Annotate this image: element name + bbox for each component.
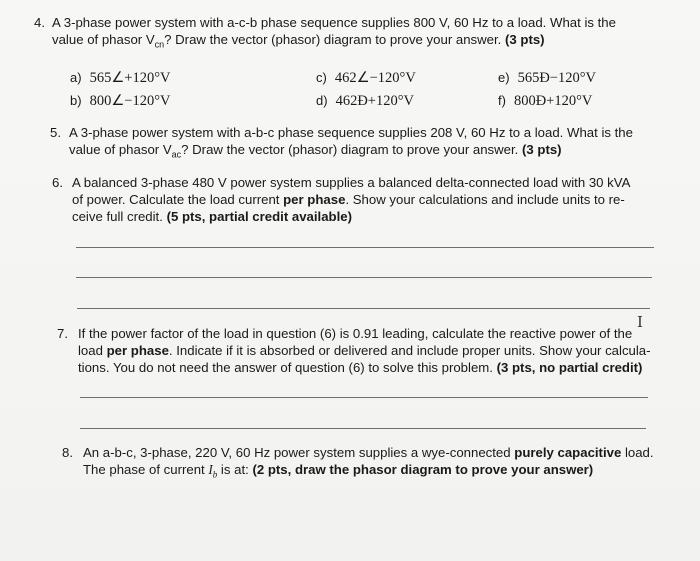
option-value: 565∠+120°V bbox=[89, 70, 171, 86]
option-e[interactable]: e) 565Ð−120°V bbox=[498, 70, 596, 86]
question-number: 8. bbox=[62, 445, 73, 460]
answer-line[interactable] bbox=[76, 247, 654, 248]
answer-line[interactable] bbox=[80, 397, 648, 398]
question-number: 4. bbox=[34, 15, 45, 30]
question-text-line: The phase of current $I_b$ is at: (2 pts, draw the phasor diagram to prove your answer) bbox=[83, 462, 594, 480]
question-text-line: If the power factor of the load in question (6) is 0.91 leading, calculate the reactive power of the bbox=[78, 326, 633, 341]
question-number: 6. bbox=[52, 175, 63, 190]
question-number: 7. bbox=[57, 326, 68, 341]
question-text-line: value of phasor $V_{ac}$? Draw the vector (phasor) diagram to prove your answer. (3 pts) bbox=[69, 142, 562, 160]
text-cursor-icon: I bbox=[637, 313, 643, 331]
option-f[interactable]: f) 800Ð+120°V bbox=[498, 93, 593, 109]
question-text-line: An a-b-c, 3-phase, 220 V, 60 Hz power system supplies a wye-connected purely capacitive load. bbox=[83, 445, 654, 460]
question-text-line: A balanced 3-phase 480 V power system supplies a balanced delta-connected load with 30 kVA bbox=[72, 175, 631, 190]
option-d[interactable]: d) 462Ð+120°V bbox=[316, 93, 414, 109]
option-value: 800Ð+120°V bbox=[513, 93, 593, 109]
question-text-line: load per phase. Indicate if it is absorbed or delivered and include proper units. Show your calcula- bbox=[78, 343, 651, 358]
question-text-line: of power. Calculate the load current per phase. Show your calculations and include units to re- bbox=[72, 192, 625, 207]
option-value: 462∠−120°V bbox=[334, 70, 416, 86]
question-text-line: A 3-phase power system with a-c-b phase sequence supplies 800 V, 60 Hz to a load. What is the bbox=[52, 15, 616, 30]
question-text-line: ceive full credit. (5 pts, partial credit available) bbox=[72, 209, 352, 224]
option-value: 800∠−120°V bbox=[89, 93, 171, 109]
option-value: 462Ð+120°V bbox=[335, 93, 414, 109]
option-c[interactable]: c) 462∠−120°V bbox=[316, 70, 416, 86]
option-a[interactable]: a) 565∠+120°V bbox=[70, 70, 171, 86]
question-text-line: tions. You do not need the answer of question (6) to solve this problem. (3 pts, no partial credit) bbox=[78, 360, 643, 375]
question-text-line: value of phasor $V_{cn}$? Draw the vector (phasor) diagram to prove your answer. (3 pts) bbox=[52, 32, 545, 50]
answer-line[interactable] bbox=[77, 308, 650, 309]
answer-line[interactable] bbox=[76, 277, 652, 278]
option-value: 565Ð−120°V bbox=[517, 70, 596, 86]
answer-line[interactable] bbox=[80, 428, 646, 429]
question-text-line: A 3-phase power system with a-b-c phase sequence supplies 208 V, 60 Hz to a load. What is the bbox=[69, 125, 633, 140]
question-number: 5. bbox=[50, 125, 61, 140]
option-b[interactable]: b) 800∠−120°V bbox=[70, 93, 171, 109]
